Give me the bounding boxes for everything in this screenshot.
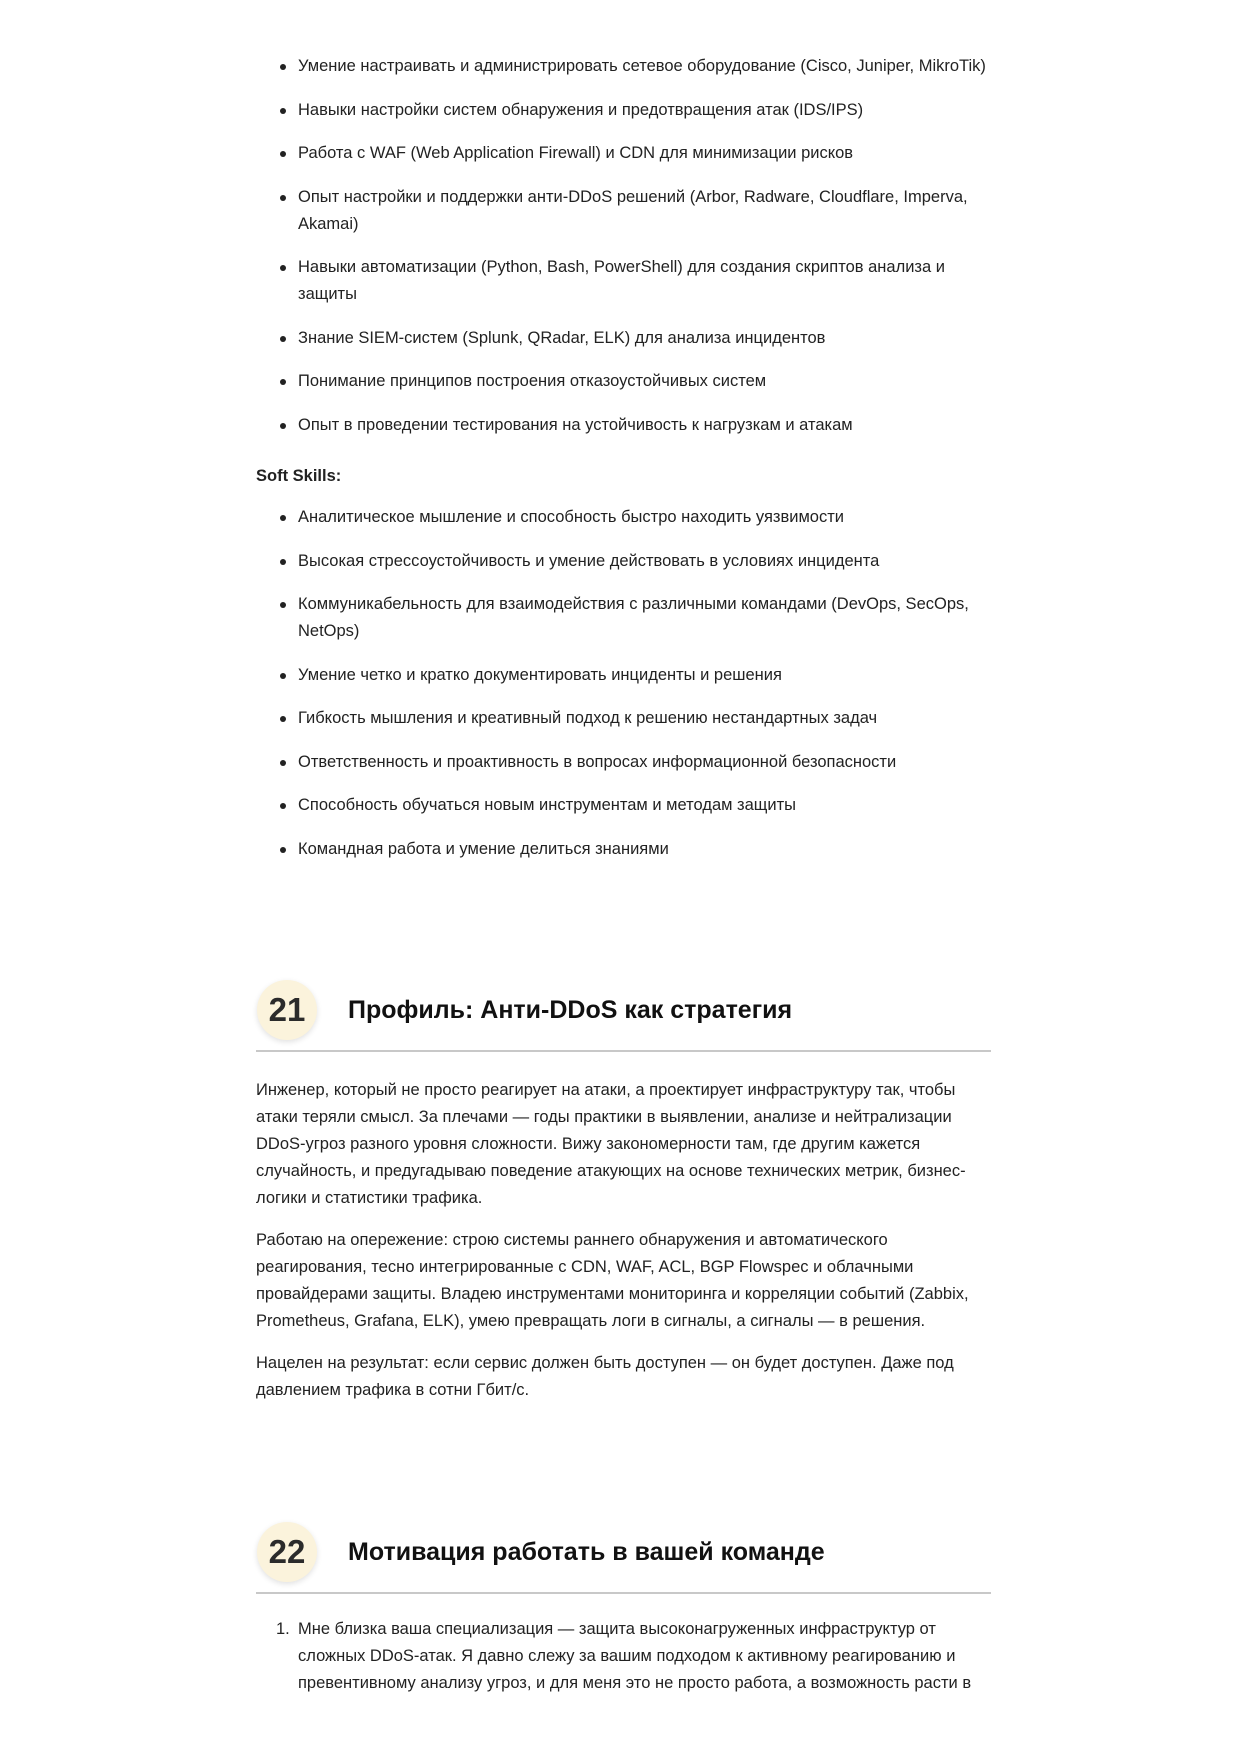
list-item: Опыт настройки и поддержки анти-DDoS решений (Arbor, Radware, Cloudflare, Imperva, Akamai) [256, 184, 996, 238]
bullet-icon [280, 760, 286, 766]
section-header-21 [256, 980, 991, 1052]
list-item: Опыт в проведении тестирования на устойчивость к нагрузкам и атакам [256, 412, 996, 439]
bullet-icon [280, 423, 286, 429]
paragraph: Нацелен на результат: если сервис должен быть доступен — он будет доступен. Даже под давлением трафика в сотни Гбит/с. [256, 1354, 954, 1399]
soft-skills-heading: Soft Skills: [256, 467, 342, 485]
section-number-badge: 22 [257, 1522, 317, 1582]
section-header-22 [256, 1522, 991, 1594]
list-item: Гибкость мышления и креативный подход к решению нестандартных задач [256, 705, 996, 732]
list-item: Умение настраивать и администрировать сетевое оборудование (Cisco, Juniper, MikroTik) [256, 53, 996, 80]
list-item: Понимание принципов построения отказоустойчивых систем [256, 368, 996, 395]
list-item: Работа с WAF (Web Application Firewall) и CDN для минимизации рисков [256, 140, 996, 167]
list-item: Ответственность и проактивность в вопросах информационной безопасности [256, 749, 996, 776]
motivation-list [256, 1616, 996, 1697]
bullet-icon [280, 195, 286, 201]
section-title: Профиль: Анти-DDoS как стратегия [348, 995, 793, 1024]
bullet-icon [280, 108, 286, 114]
bullet-icon [280, 336, 286, 342]
list-item: 1. Мне близка ваша специализация — защита высоконагруженных инфраструктур от сложных DDoS-атак. Я давно слежу за вашим подходом к активному реагированию и превентивному анализу угроз, и для меня это не просто работа, а возможность расти в [256, 1616, 996, 1697]
bullet-icon [280, 716, 286, 722]
bullet-icon [280, 559, 286, 565]
list-item: Знание SIEM-систем (Splunk, QRadar, ELK) для анализа инцидентов [256, 325, 996, 352]
bullet-icon [280, 803, 286, 809]
bullet-icon [280, 64, 286, 70]
list-item: Коммуникабельность для взаимодействия с различными командами (DevOps, SecOps, NetOps) [256, 591, 996, 645]
list-item: Аналитическое мышление и способность быстро находить уязвимости [256, 504, 996, 531]
bullet-icon [280, 265, 286, 271]
bullet-icon [280, 602, 286, 608]
list-item: Навыки настройки систем обнаружения и предотвращения атак (IDS/IPS) [256, 97, 996, 124]
paragraph: Работаю на опережение: строю системы раннего обнаружения и автоматического реагирования, тесно интегрированные с CDN, WAF, ACL, BGP Flowspec и облачными провайдерами защиты. Владею инструментами мониторинга и корреляции событий (Zabbix, Prometheus, Grafana, ELK), умею превращать логи в сигналы, а сигналы — в решения. [256, 1231, 969, 1330]
soft-skills-list [256, 504, 996, 879]
list-item: Способность обучаться новым инструментам и методам защиты [256, 792, 996, 819]
bullet-icon [280, 379, 286, 385]
list-item: Командная работа и умение делиться знаниями [256, 836, 996, 863]
section-number-badge: 21 [257, 980, 317, 1040]
bullet-icon [280, 673, 286, 679]
list-marker: 1. [276, 1620, 290, 1638]
paragraph: Инженер, который не просто реагирует на атаки, а проектирует инфраструктуру так, чтобы атаки теряли смысл. За плечами — годы практики в выявлении, анализе и нейтрализации DDoS-угроз разного уровня сложности. Вижу закономерности там, где другим кажется случайность, и предугадываю поведение атакующих на основе технических метрик, бизнес-логики и статистики трафика. [256, 1081, 966, 1207]
bullet-icon [280, 847, 286, 853]
bullet-icon [280, 515, 286, 521]
list-item: Высокая стрессоустойчивость и умение действовать в условиях инцидента [256, 548, 996, 575]
list-item: Умение четко и кратко документировать инциденты и решения [256, 662, 996, 689]
section-title: Мотивация работать в вашей команде [348, 1537, 825, 1566]
technical-skills-list [256, 53, 996, 455]
list-item: Навыки автоматизации (Python, Bash, PowerShell) для создания скриптов анализа и защиты [256, 254, 996, 308]
bullet-icon [280, 151, 286, 157]
